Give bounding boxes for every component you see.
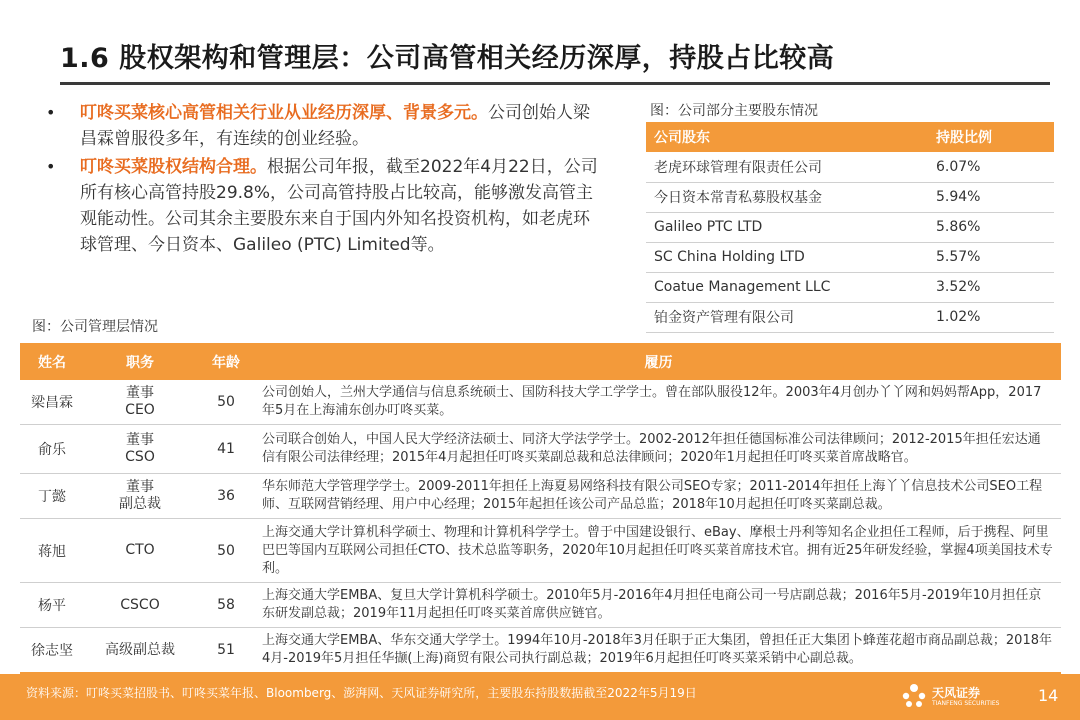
source-note: 资料来源：叮咚买菜招股书、叮咚买菜年报、Bloomberg、澎湃网、天风证券研究所，主要股东持股数据截至2022年5月19日 [26, 686, 697, 700]
exec-age: 50 [196, 519, 256, 583]
bullet-dot-icon: • [46, 157, 56, 176]
shareholder-ratio: 5.57% [928, 242, 1054, 272]
column-header-name: 姓名 [20, 343, 84, 380]
table-row [20, 380, 1061, 425]
role-line: CSO [125, 449, 155, 465]
shareholder-ratio: 3.52% [928, 272, 1054, 302]
exec-role [84, 583, 196, 628]
exec-name: 杨平 [20, 583, 84, 628]
page-number: 14 [1038, 686, 1059, 705]
exec-age: 36 [196, 474, 256, 519]
shareholder-ratio: 5.86% [928, 212, 1054, 242]
bullet-item [46, 100, 606, 152]
role-line: 董事 [126, 432, 154, 448]
exec-bio: 华东师范大学管理学学士。2009-2011年担任上海夏易网络科技有限公司SEO专家；2011-2014年担任上海丫丫信息技术公司SEO工程师、互联网营销经理、用户中心经理；2015年起担任该公司产品总监；2018年10月起担任叮咚买菜副总裁。 [256, 474, 1061, 519]
shareholder-ratio: 5.94% [928, 182, 1054, 212]
exec-role [84, 628, 196, 674]
table-row [20, 425, 1061, 474]
exec-bio: 公司联合创始人，中国人民大学经济法硕士、同济大学法学学士。2002-2012年担任德国标准公司法律顾问；2012-2015年担任宏达通信有限公司法律经理；2015年4月起担任叮咚买菜副总裁和总法律顾问；2020年1月起担任叮咚买菜首席战略官。 [256, 425, 1061, 474]
logo-tagline: TIANFENG SECURITIES [932, 700, 1000, 707]
exec-age: 41 [196, 425, 256, 474]
column-header-age: 年龄 [196, 343, 256, 380]
bullet-dot-icon: • [46, 103, 56, 122]
exec-name: 俞乐 [20, 425, 84, 474]
table-header-row [20, 343, 1061, 380]
exec-role [84, 380, 196, 425]
exec-bio: 上海交通大学计算机科学硕士、物理和计算机科学学士。曾于中国建设银行、eBay、摩根士丹利等知名企业担任工程师，后于携程、阿里巴巴等国内互联网公司担任CTO、技术总监等职务，2020年10月起担任叮咚买菜首席技术官。拥有近25年研发经验，掌握4项美国技术专利。 [256, 519, 1061, 583]
bullet-item [46, 154, 606, 258]
role-line: 副总裁 [119, 496, 161, 512]
shareholder-name: Galileo PTC LTD [646, 212, 928, 242]
role-line: 高级副总裁 [105, 641, 175, 658]
shareholders-table [646, 122, 1054, 333]
role-line: CEO [125, 402, 155, 418]
role-line: 董事 [126, 385, 154, 401]
title-divider [60, 82, 1050, 85]
exec-name: 蒋旭 [20, 519, 84, 583]
shareholder-name: 老虎环球管理有限责任公司 [646, 152, 928, 182]
bullet-highlight: 叮咚买菜核心高管相关行业从业经历深厚、背景多元。 [80, 103, 488, 123]
shareholder-name: Coatue Management LLC [646, 272, 928, 302]
logo-name: 天风证券 [932, 686, 981, 700]
exec-name: 丁懿 [20, 474, 84, 519]
table-row [646, 302, 1054, 332]
column-header-bio: 履历 [256, 343, 1061, 380]
management-caption: 图：公司管理层情况 [32, 319, 158, 335]
exec-role [84, 474, 196, 519]
table-row [20, 628, 1061, 674]
tianfeng-logo [898, 678, 1018, 716]
table-row [646, 152, 1054, 182]
role-line: CTO [125, 542, 155, 558]
shareholder-name: 今日资本常青私募股权基金 [646, 182, 928, 212]
key-points [46, 100, 606, 260]
exec-age: 51 [196, 628, 256, 674]
table-row [20, 583, 1061, 628]
shareholder-ratio: 6.07% [928, 152, 1054, 182]
column-header-ratio: 持股比例 [928, 122, 1054, 152]
table-row [646, 242, 1054, 272]
bullet-body: 根据公司年报，截至2022年4月22日，公司所有核心高管持股29.8%，公司高管持股占比较高，能够激发高管主观能动性。公司其余主要股东来自于国内外知名投资机构，如老虎环球管理、今日资本、Galileo (PTC) Limited等。 [80, 157, 598, 255]
page-title: 1.6 股权架构和管理层：公司高管相关经历深厚，持股占比较高 [60, 43, 835, 74]
shareholder-ratio: 1.02% [928, 302, 1054, 332]
role-line: CSCO [120, 596, 160, 613]
table-row [20, 519, 1061, 583]
exec-age: 50 [196, 380, 256, 425]
shareholder-name: SC China Holding LTD [646, 242, 928, 272]
table-row [646, 212, 1054, 242]
exec-name: 徐志坚 [20, 628, 84, 674]
table-row [20, 474, 1061, 519]
exec-name: 梁昌霖 [20, 380, 84, 425]
role-line: 董事 [126, 479, 154, 495]
exec-age: 58 [196, 583, 256, 628]
column-header-shareholder: 公司股东 [646, 122, 928, 152]
exec-bio: 上海交通大学EMBA、华东交通大学学士。1994年10月-2018年3月任职于正大集团，曾担任正大集团卜蜂莲花超市商品副总裁；2018年4月-2019年5月担任华撷(上海)商贸有限公司执行副总裁；2019年6月起担任叮咚买菜采销中心副总裁。 [256, 628, 1061, 674]
table-row [646, 272, 1054, 302]
table-header-row [646, 122, 1054, 152]
bullet-text [80, 154, 606, 258]
exec-role [84, 519, 196, 583]
shareholders-caption: 图：公司部分主要股东情况 [650, 103, 818, 119]
exec-role [84, 425, 196, 474]
exec-bio: 公司创始人，兰州大学通信与信息系统硕士、国防科技大学工学学士。曾在部队服役12年。2003年4月创办丫丫网和妈妈帮App，2017年5月在上海浦东创办叮咚买菜。 [256, 380, 1061, 425]
bullet-text [80, 100, 606, 152]
management-table [20, 343, 1061, 674]
shareholder-name: 铂金资产管理有限公司 [646, 302, 928, 332]
table-row [646, 182, 1054, 212]
bullet-body: 公司创始人梁昌霖曾服役多年，有连续的创业经验。 [80, 103, 590, 149]
exec-bio: 上海交通大学EMBA、复旦大学计算机科学硕士。2010年5月-2016年4月担任电商公司一号店副总裁；2016年5月-2019年10月担任京东研发副总裁；2019年11月起担任叮咚买菜首席供应链官。 [256, 583, 1061, 628]
logo-mark-icon [900, 682, 928, 710]
column-header-role: 职务 [84, 343, 196, 380]
bullet-highlight: 叮咚买菜股权结构合理。 [80, 157, 267, 177]
